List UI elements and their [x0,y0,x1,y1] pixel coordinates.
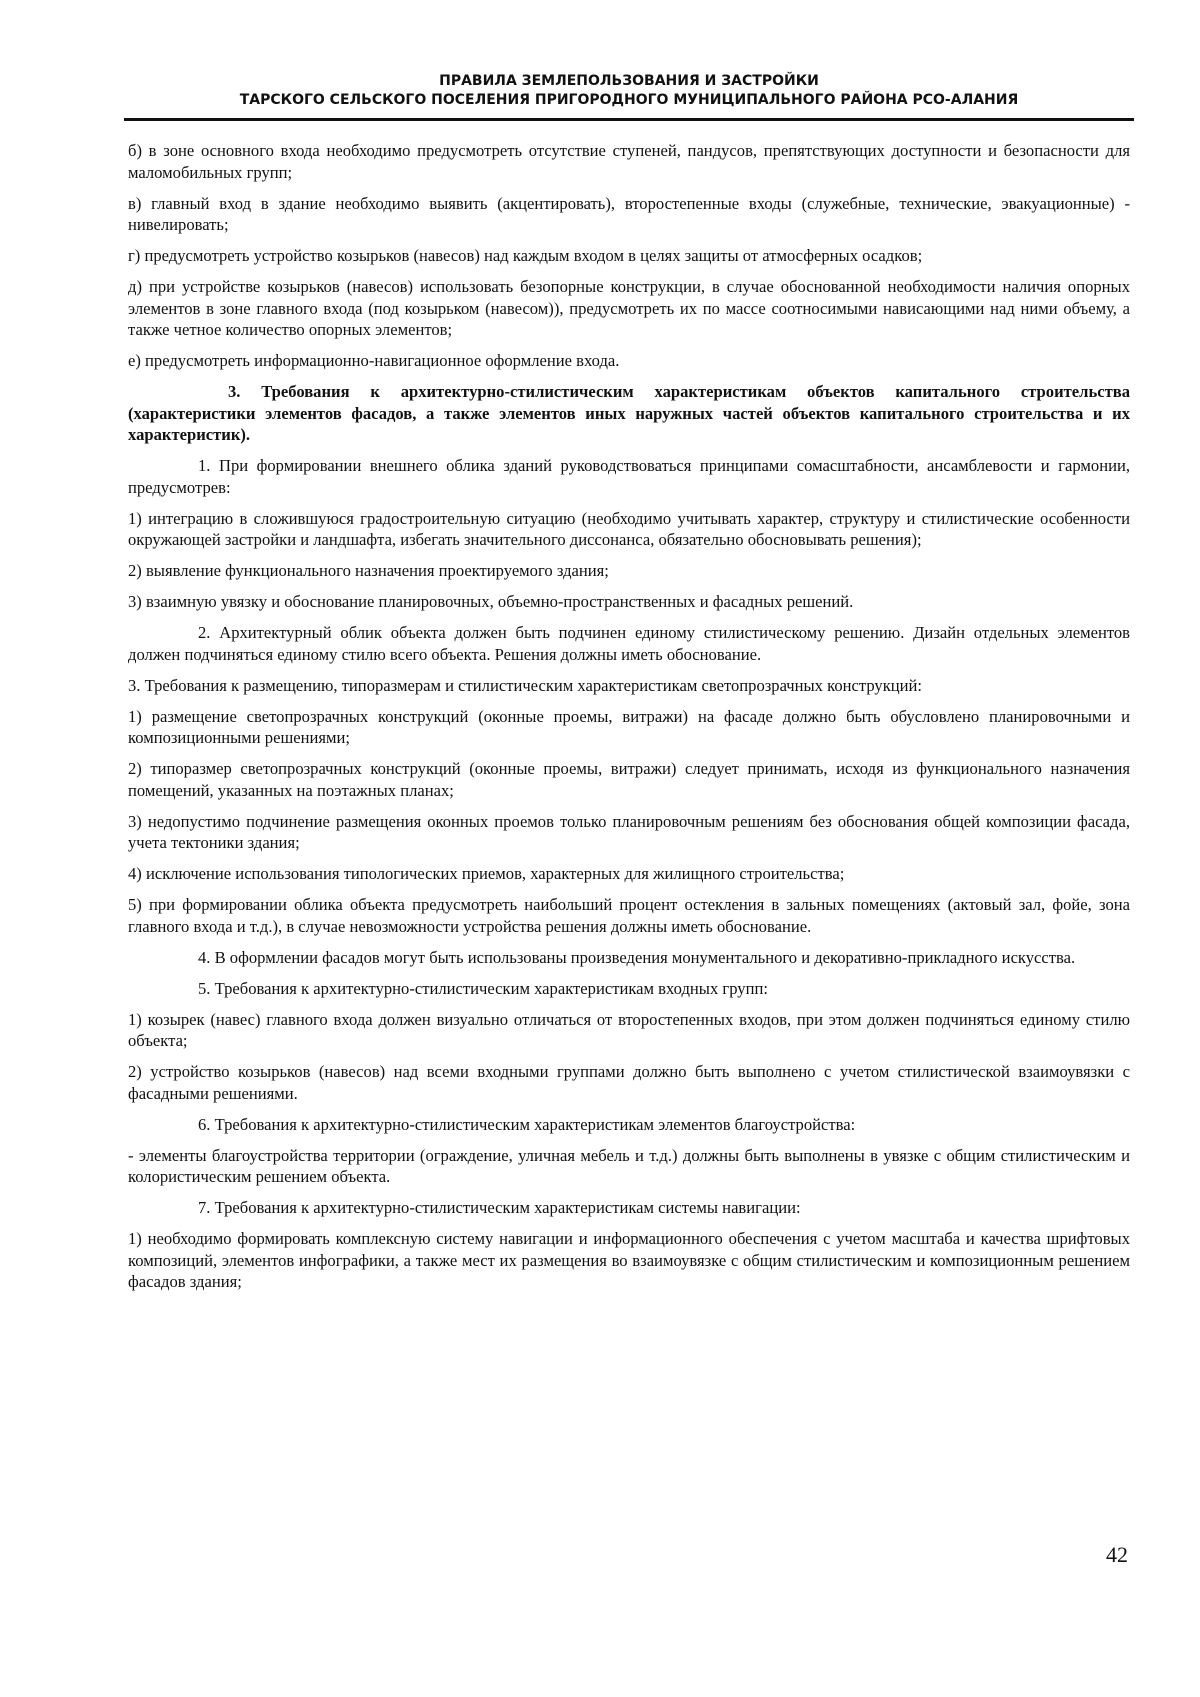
paragraph: в) главный вход в здание необходимо выявить (акцентировать), второстепенные входы (служебные, технические, эвакуационные) - нивелировать; [128,193,1130,234]
paragraph: 3. Требования к размещению, типоразмерам и стилистическим характеристикам светопрозрачных конструкций: [128,675,923,695]
paragraph: 1) интеграцию в сложившуюся градостроительную ситуацию (необходимо учитывать характер, структуру и стилистические особенности окружающей застройки и ландшафта, избегать значительного диссонанса, обязательно обосновывать решения); [128,508,1130,549]
paragraph: 2) выявление функционального назначения проектируемого здания; [128,561,609,580]
paragraph: 6. Требования к архитектурно-стилистическим характеристикам элементов благоустройства: [198,1114,856,1134]
paragraph: 1. При формировании внешнего облика зданий руководствоваться принципами сомасштабности, ансамблевости и гармонии, предусмотрев: [128,456,1130,497]
paragraph: 5. Требования к архитектурно-стилистическим характеристикам входных групп: [198,978,768,998]
paragraph: 1) козырек (навес) главного входа должен визуально отличаться от второстепенных входов, при этом должен подчиняться единому стилю объекта; [128,1009,1130,1050]
running-header [124,72,1134,110]
paragraph: 3) недопустимо подчинение размещения оконных проемов только планировочным решениям без обоснования общей композиции фасада, учета тектоники здания; [128,811,1130,852]
header-line-2: ТАРСКОГО СЕЛЬСКОГО ПОСЕЛЕНИЯ ПРИГОРОДНОГО МУНИЦИПАЛЬНОГО РАЙОНА РСО-АЛАНИЯ [239,92,1019,108]
paragraph: 5) при формировании облика объекта предусмотреть наибольший процент остекления в зальных помещениях (актовый зал, фойе, зона главного входа и т.д.), в случае невозможности устройства решения должны иметь обоснование. [128,895,1130,936]
paragraph: 2) типоразмер светопрозрачных конструкций (оконные проемы, витражи) следует принимать, исходя из функционального назначения помещений, указанных на поэтажных планах; [128,759,1130,800]
header-line-1: ПРАВИЛА ЗЕМЛЕПОЛЬЗОВАНИЯ И ЗАСТРОЙКИ [439,73,819,89]
paragraph: 1) необходимо формировать комплексную систему навигации и информационного обеспечения с учетом масштаба и качества шрифтовых композиций, элементов инфографики, а также мест их размещения во взаимоувязке с общим стилистическим и композиционным решением фасадов здания; [128,1229,1130,1291]
paragraph: г) предусмотреть устройство козырьков (навесов) над каждым входом в целях защиты от атмосферных осадков; [128,246,923,265]
paragraph: 2. Архитектурный облик объекта должен быть подчинен единому стилистическому решению. Дизайн отдельных элементов должен подчиняться единому стилю всего объекта. Решения должны иметь обоснование. [128,623,1130,664]
paragraph: 7. Требования к архитектурно-стилистическим характеристикам системы навигации: [198,1198,801,1217]
paragraph: 1) размещение светопрозрачных конструкций (оконные проемы, витражи) на фасаде должно быть обусловлено планировочными и композиционными решениями; [128,706,1130,747]
paragraph: 4. В оформлении фасадов могут быть использованы произведения монументального и декоративно-прикладного искусства. [198,947,1076,967]
section-heading: 3. Требования к архитектурно-стилистическим характеристикам объектов капитального строительства (характеристики элементов фасадов, а также элементов иных наружных частей объектов капитального строительства и их характеристик). [128,382,1130,444]
paragraph: б) в зоне основного входа необходимо предусмотреть отсутствие ступеней, пандусов, препятствующих доступности и безопасности для маломобильных групп; [128,141,1130,182]
paragraph: 2) устройство козырьков (навесов) над всеми входными группами должно быть выполнено с учетом стилистической взаимоувязки с фасадными решениями. [128,1062,1130,1103]
page-number: 42 [1106,1542,1128,1567]
paragraph: д) при устройстве козырьков (навесов) использовать безопорные конструкции, в случае обоснованной необходимости наличия опорных элементов в зоне главного входа (под козырьком (навесом)), предусмотреть их по массе соотносимыми нависающими над ними объему, а также четное количество опорных элементов; [128,277,1130,339]
paragraph: 4) исключение использования типологических приемов, характерных для жилищного строительства; [128,864,845,883]
document-body [128,140,1130,1302]
paragraph: - элементы благоустройства территории (ограждение, уличная мебель и т.д.) должны быть выполнены в увязке с общим стилистическим и колористическим решением объекта. [128,1145,1130,1186]
header-rule [124,118,1134,121]
paragraph: 3) взаимную увязку и обоснование планировочных, объемно-пространственных и фасадных решений. [128,592,854,611]
paragraph: е) предусмотреть информационно-навигационное оформление входа. [128,351,620,370]
